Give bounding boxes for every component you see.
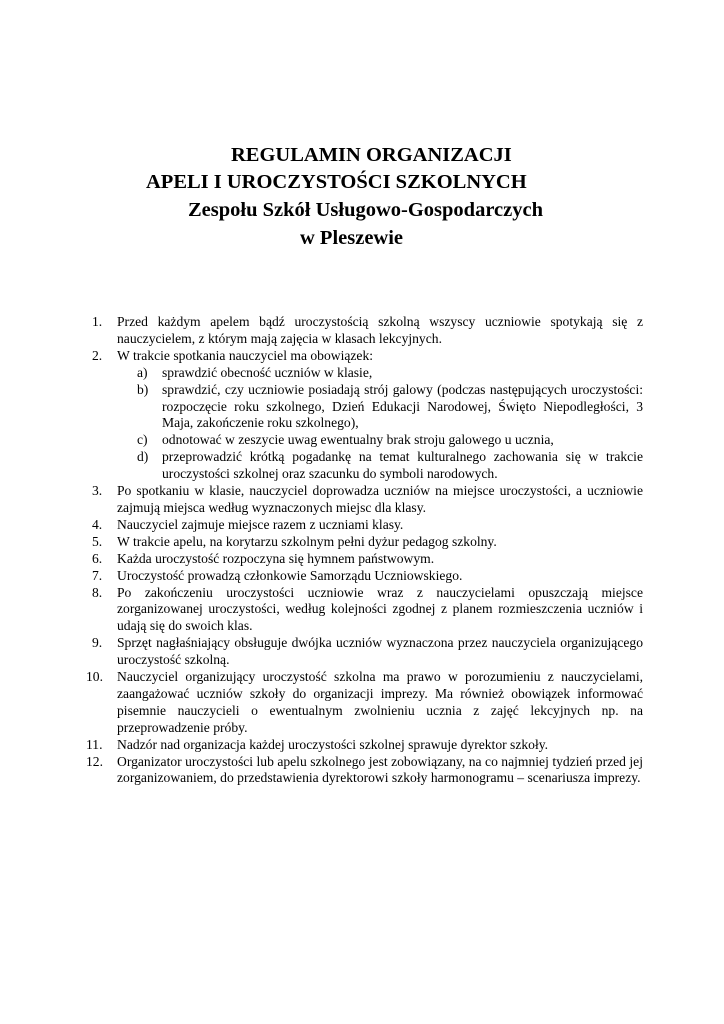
subitem-letter: c) (137, 432, 148, 448)
subitem-letter: b) (137, 381, 149, 397)
subitem-text: sprawdzić, czy uczniowie posiadają strój galowy (podczas następujących uroczystości: rozpoczęcie roku szkolnego, Dzień Edukacji Narodowej, Święto Niepodległości, 3 Maja, zakończenie roku szkolnego), (162, 381, 643, 431)
item-text: Organizator uroczystości lub apelu szkolnego jest zobowiązany, na co najmniej tydzień przed jej zorganizowaniem, do przedstawienia dyrektorowi szkoły harmonogramu – scenariusza imprezy. (117, 753, 643, 786)
item-number: 9. (92, 635, 103, 651)
item-text: Po zakończeniu uroczystości uczniowie wraz z nauczycielami opuszczają miejsce zorganizowanej uroczystości, według kolejności zgodnej z planem rozmieszczenia uczniów i udają się do swoich klas. (117, 584, 643, 634)
title-line-2: APELI I UROCZYSTOŚCI SZKOLNYCH (146, 171, 527, 193)
list-item (86, 669, 643, 737)
item-number: 6. (92, 550, 103, 566)
item-text: Nauczyciel organizujący uroczystość szkolna ma prawo w porozumieniu z nauczycielami, zaangażować uczniów szkoły do organizacji imprezy. Ma również obowiązek informować pisemnie nauczycieli o ewentualnym zwolnieniu ucznia z zajęć lekcyjnych np. na przeprowadzenie próby. (117, 669, 643, 735)
subitem-text: przeprowadzić krótką pogadankę na temat kulturalnego zachowania się w trakcie uroczystości szkolnej oraz szacunku do symboli narodowych. (162, 449, 643, 482)
list-item (92, 348, 643, 483)
item-text: W trakcie spotkania nauczyciel ma obowiązek: (117, 347, 374, 363)
sublist-item (117, 382, 643, 433)
list-item (92, 534, 643, 551)
item-text: Po spotkaniu w klasie, nauczyciel doprowadza uczniów na miejsce uroczystości, a uczniowie zajmują miejsca według wyznaczonych miejsc dla klasy. (117, 483, 643, 515)
item-number: 4. (92, 516, 103, 532)
item-number: 7. (92, 567, 103, 583)
item-number: 12. (86, 753, 103, 769)
list-item (92, 635, 643, 669)
subitem-text: odnotować w zeszycie uwag ewentualny brak stroju galowego u ucznia, (162, 432, 554, 448)
item-text: Nauczyciel zajmuje miejsce razem z uczniami klasy. (117, 516, 404, 532)
subitem-text: sprawdzić obecność uczniów w klasie, (162, 364, 373, 380)
item-number: 8. (92, 584, 103, 600)
item-number: 11. (86, 736, 103, 752)
list-item (92, 483, 643, 517)
subitem-letter: d) (137, 449, 149, 465)
duties-sublist (117, 365, 643, 483)
item-text: Każda uroczystość rozpoczyna się hymnem państwowym. (117, 550, 435, 566)
list-item (92, 314, 643, 348)
title-line-1: REGULAMIN ORGANIZACJI (231, 144, 512, 166)
list-item (92, 568, 643, 585)
item-number: 10. (86, 669, 103, 685)
item-text: Sprzęt nagłaśniający obsługuje dwójka uczniów wyznaczona przez nauczyciela organizującego uroczystość szkolną. (117, 635, 643, 668)
list-item (86, 753, 643, 788)
item-text: Uroczystość prowadzą członkowie Samorządu Uczniowskiego. (117, 567, 463, 583)
item-number: 2. (92, 347, 103, 363)
list-item (92, 517, 643, 534)
item-number: 3. (92, 483, 103, 499)
subitem-letter: a) (137, 364, 148, 380)
regulations-list (86, 314, 643, 787)
list-item (92, 585, 643, 636)
title-line-3: Zespołu Szkół Usługowo-Gospodarczych (188, 199, 544, 221)
item-text: W trakcie apelu, na korytarzu szkolnym pełni dyżur pedagog szkolny. (117, 533, 497, 549)
list-item (92, 551, 643, 568)
item-number: 1. (92, 314, 103, 329)
sublist-item (117, 365, 643, 382)
item-text: Nadzór nad organizacja każdej uroczystości szkolnej sprawuje dyrektor szkoły. (117, 736, 549, 752)
title-line-4: w Pleszewie (300, 227, 404, 249)
list-item (86, 736, 643, 754)
item-text: Przed każdym apelem bądź uroczystością szkolną wszyscy uczniowie spotykają się z nauczycielem, z którym mają zajęcia w klasach lekcyjnych. (117, 314, 643, 346)
sublist-item (117, 449, 643, 483)
sublist-item (117, 432, 643, 449)
item-number: 5. (92, 533, 103, 549)
